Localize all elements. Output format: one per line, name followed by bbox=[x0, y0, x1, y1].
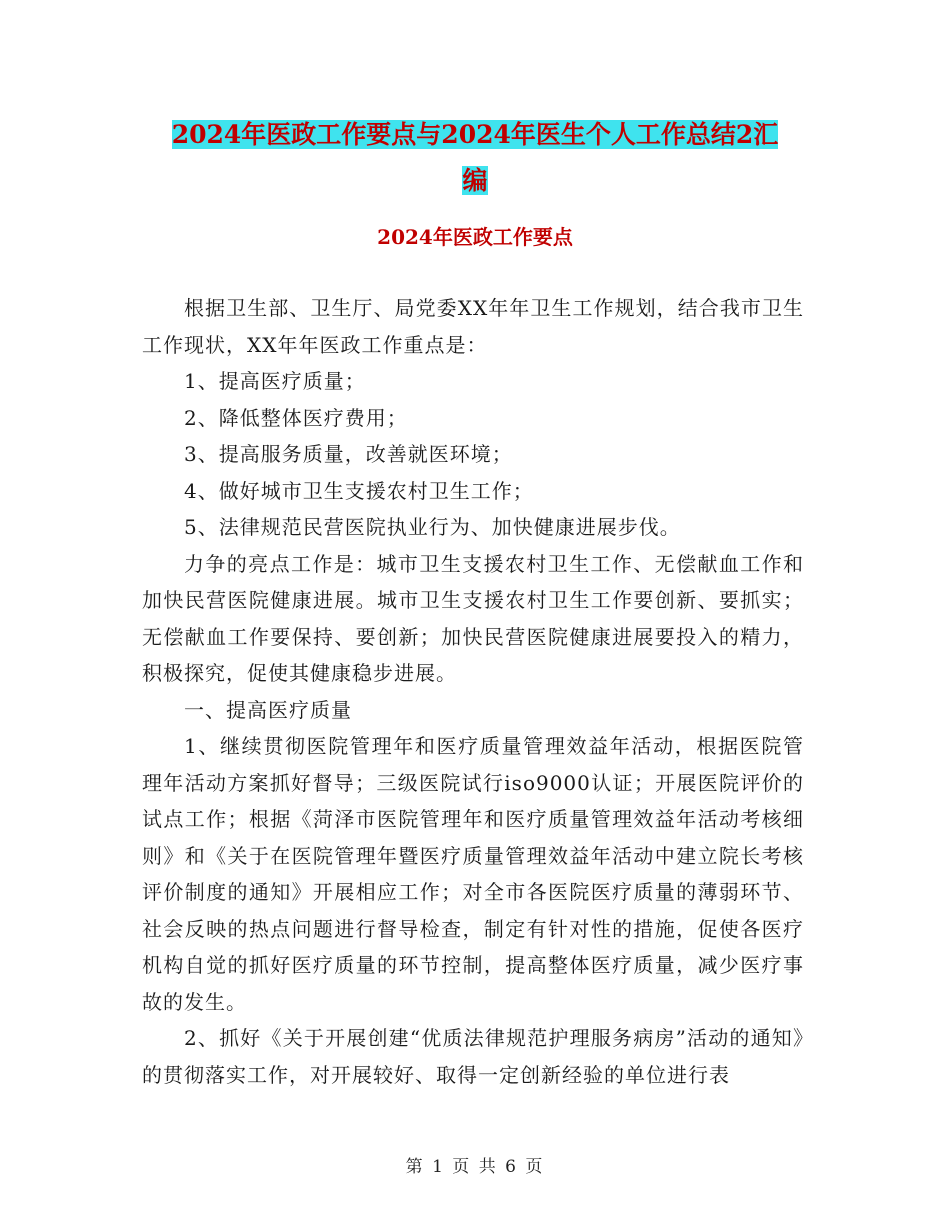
document-title-line-2: 编 bbox=[462, 166, 488, 195]
document-body bbox=[142, 290, 804, 1093]
list-item: 4、做好城市卫生支援农村卫生工作； bbox=[184, 478, 534, 503]
subsection-heading: 一、提高医疗质量 bbox=[184, 697, 352, 722]
list-item: 2、降低整体医疗费用； bbox=[184, 405, 408, 430]
paragraph-item-1: 1、继续贯彻医院管理年和医疗质量管理效益年活动，根据医院管理年活动方案抓好督导；三级医院试行iso9000认证；开展医院评价的试点工作；根据《菏泽市医院管理年和医疗质量管理效益年活动考核细则》和《关于在医院管理年暨医疗质量管理效益年活动中建立院长考核评价制度的通知》开展相应工作；对全市各医院医疗质量的薄弱环节、社会反映的热点问题进行督导检查，制定有针对性的措施，促使各医疗机构自觉的抓好医疗质量的环节控制，提高整体医疗质量，减少医疗事故的发生。 bbox=[142, 734, 804, 1014]
section-title: 2024年医政工作要点 bbox=[377, 225, 573, 249]
paragraph-highlights: 力争的亮点工作是：城市卫生支援农村卫生工作、无偿献血工作和加快民营医院健康进展。城市卫生支援农村卫生工作要创新、要抓实；无偿献血工作要保持、要创新；加快民营医院健康进展要投入的精力，积极探究，促使其健康稳步进展。 bbox=[142, 551, 804, 685]
document-title-line-1: 2024年医政工作要点与2024年医生个人工作总结2汇 bbox=[171, 120, 779, 149]
paragraph-intro: 根据卫生部、卫生厅、局党委XX年年卫生工作规划，结合我市卫生工作现状，XX年年医政工作重点是： bbox=[142, 296, 804, 357]
list-item: 3、提高服务质量，改善就医环境； bbox=[184, 442, 513, 466]
list-item: 1、提高医疗质量； bbox=[184, 369, 366, 393]
paragraph-item-2: 2、抓好《关于开展创建“优质法律规范护理服务病房”活动的通知》的贯彻落实工作，对开展较好、取得一定创新经验的单位进行表 bbox=[142, 1026, 804, 1087]
page-footer: 第 1 页 共 6 页 bbox=[405, 1157, 545, 1177]
list-item: 5、法律规范民营医院执业行为、加快健康进展步伐。 bbox=[184, 515, 681, 539]
document-title bbox=[0, 112, 950, 204]
